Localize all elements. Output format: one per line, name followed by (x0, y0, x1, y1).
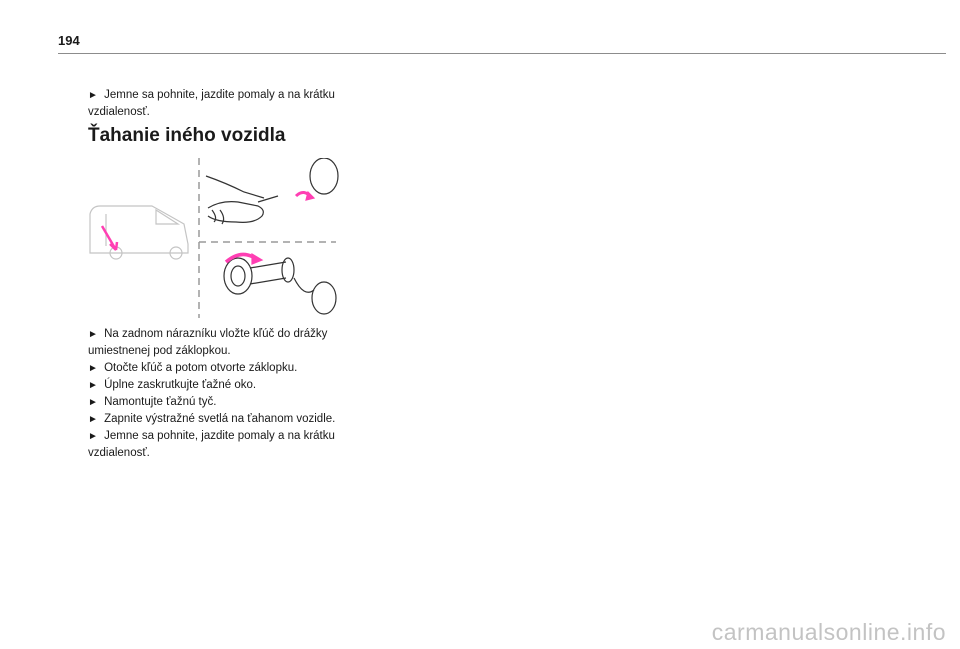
hand-key-icon (206, 158, 338, 224)
arrow-icon: ► (88, 397, 98, 408)
list-item: ► Namontujte ťažnú tyč. (88, 396, 217, 408)
arrow-icon: ► (88, 431, 98, 442)
list-item: ► Zapnite výstražné svetlá na ťahanom vozidle. (88, 413, 336, 425)
steps-list (88, 326, 358, 462)
section-title: Ťahanie iného vozidla (88, 125, 286, 146)
list-item: ► Jemne sa pohnite, jazdite pomaly a na krátku vzdialenosť. (88, 430, 335, 459)
van-rear-icon (90, 206, 188, 259)
page-number: 194 (58, 33, 80, 48)
intro-step (88, 87, 358, 121)
intro-text: Jemne sa pohnite, jazdite pomaly a na krátku vzdialenosť. (88, 89, 335, 118)
arrow-icon: ► (88, 380, 98, 391)
towing-illustration (86, 158, 346, 318)
list-item: ► Úplne zaskrutkujte ťažné oko. (88, 379, 257, 391)
arrow-icon: ► (88, 90, 98, 101)
list-item: ► Na zadnom nárazníku vložte kľúč do drážky umiestnenej pod záklopkou. (88, 328, 328, 357)
arrow-icon: ► (88, 363, 98, 374)
tow-eye-icon (224, 254, 336, 314)
arrow-icon: ► (88, 414, 98, 425)
watermark[interactable]: carmanualsonline.info (711, 619, 946, 645)
top-rule (58, 53, 946, 54)
list-item: ► Otočte kľúč a potom otvorte záklopku. (88, 362, 298, 374)
arrow-icon: ► (88, 329, 98, 340)
